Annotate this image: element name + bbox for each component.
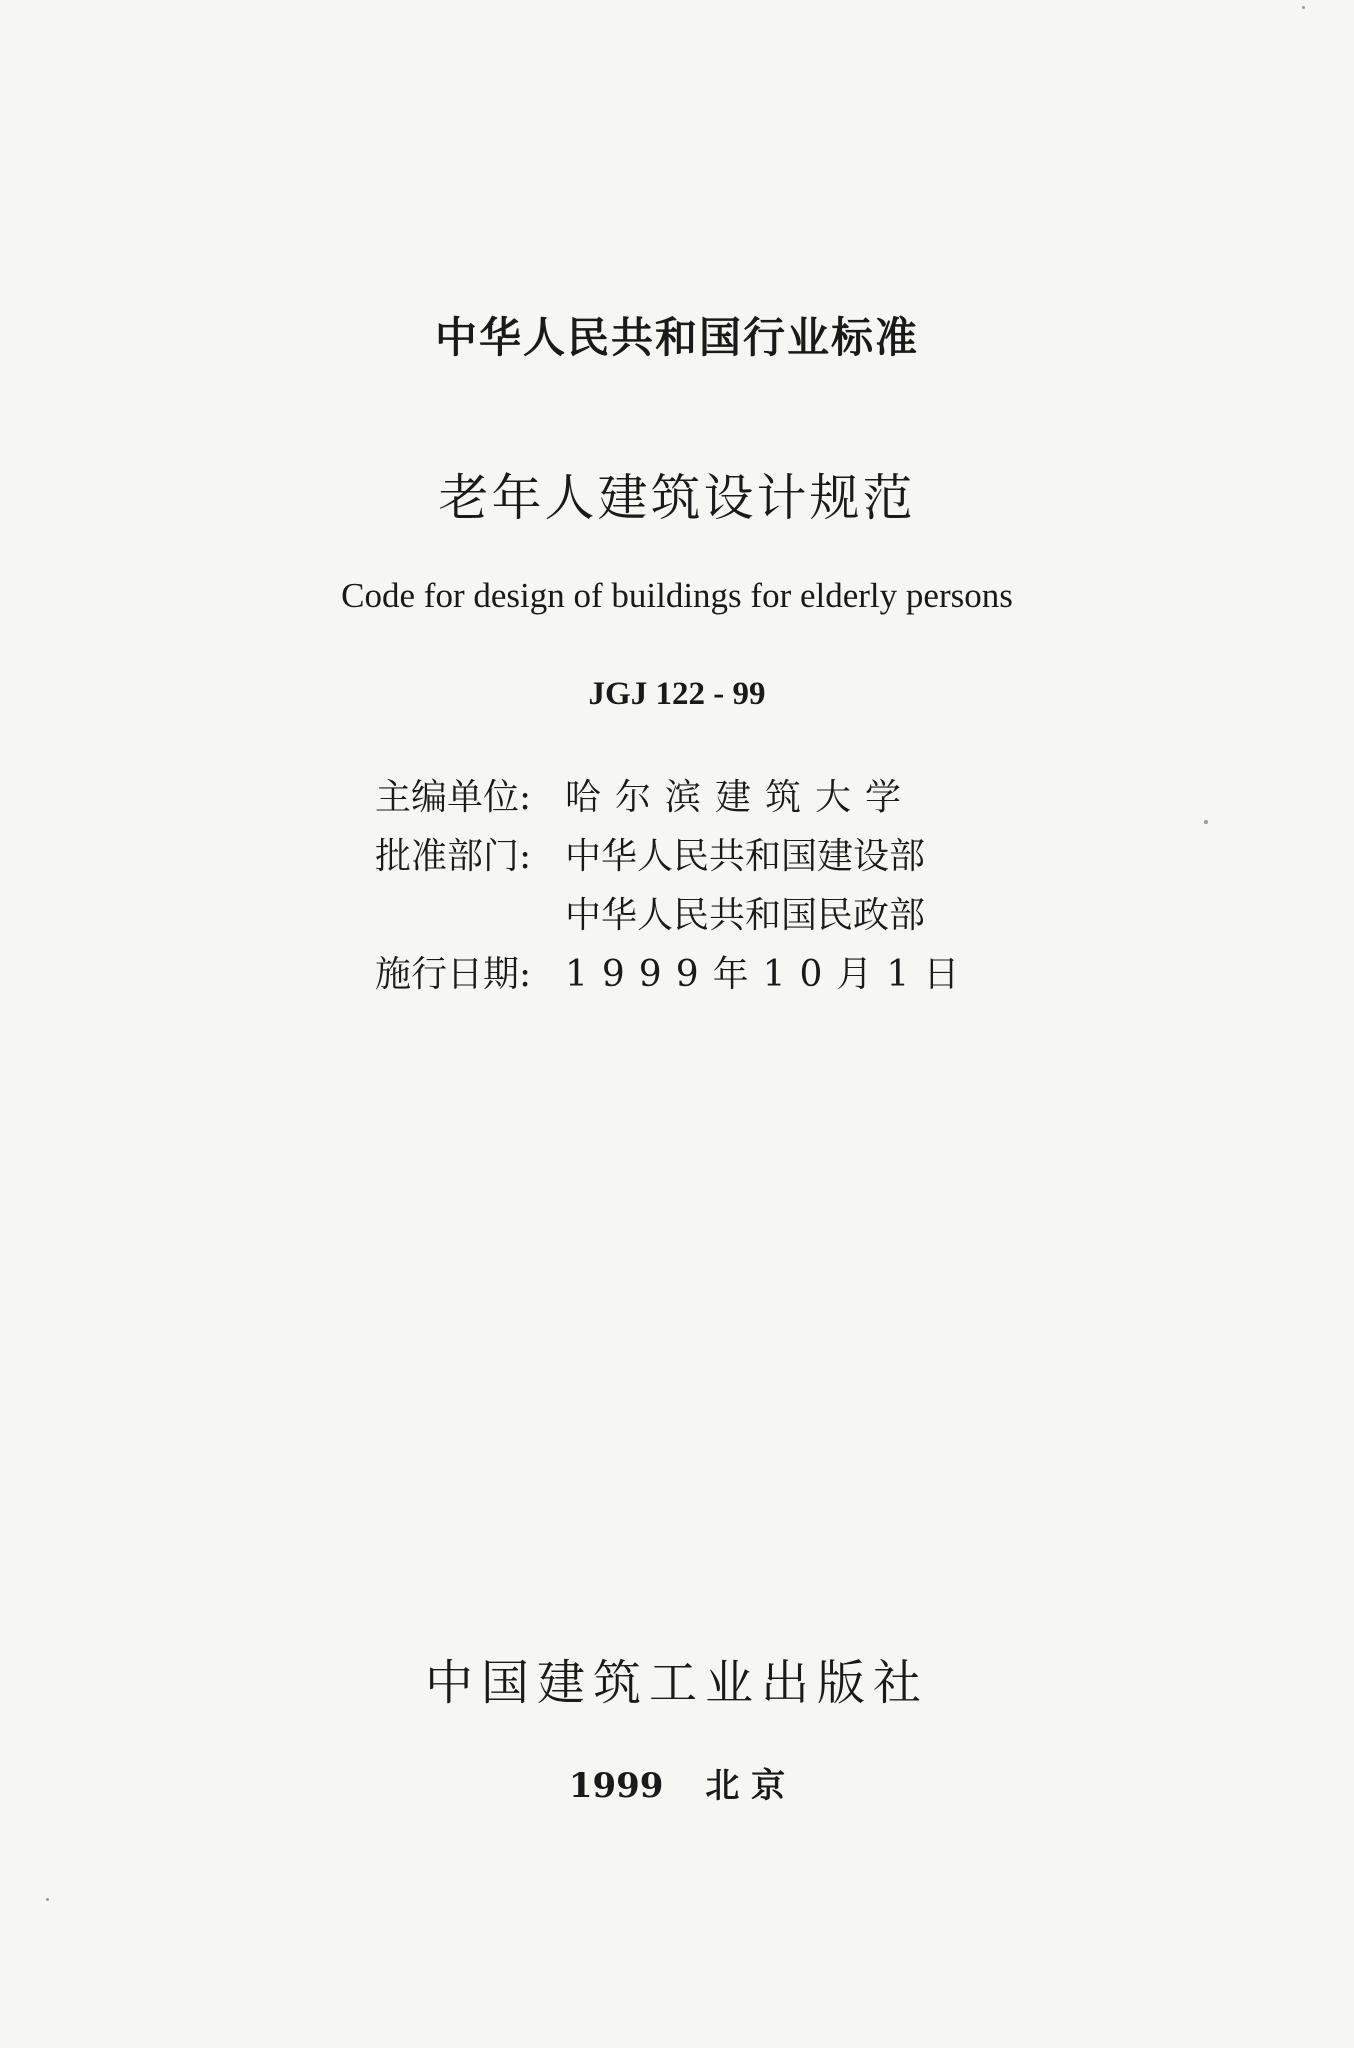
editor-label: 主编单位: xyxy=(375,777,532,818)
standard-code: JGJ 122 - 99 xyxy=(588,676,766,712)
publication-year: 1999 xyxy=(568,1766,664,1806)
standard-category: 中华人民共和国行业标准 xyxy=(434,313,919,362)
publisher: 中国建筑工业出版社 xyxy=(424,1655,929,1711)
document-title-chinese: 老年人建筑设计规范 xyxy=(438,469,916,527)
scan-speck xyxy=(46,1898,49,1901)
approver-value-1: 中华人民共和国建设部 xyxy=(565,836,926,877)
effective-date-label: 施行日期: xyxy=(375,954,532,995)
scan-speck xyxy=(1204,820,1208,824)
approver-value-2: 中华人民共和国民政部 xyxy=(565,895,926,936)
publication-city: 北 京 xyxy=(705,1766,786,1806)
scan-speck xyxy=(1302,6,1305,9)
effective-date-row xyxy=(375,945,973,1004)
approver-row xyxy=(375,827,973,886)
approver-label-spacer xyxy=(375,886,565,945)
document-title-english: Code for design of buildings for elderly persons xyxy=(341,576,1013,615)
effective-date-value: 1999年10月1日 xyxy=(565,954,974,995)
approver-row-2 xyxy=(375,886,973,945)
editor-row xyxy=(375,768,973,827)
publication-place xyxy=(0,1758,1354,1807)
editor-value: 哈尔滨建筑大学 xyxy=(565,777,916,818)
approver-label: 批准部门: xyxy=(375,836,532,877)
document-metadata xyxy=(375,768,973,1004)
